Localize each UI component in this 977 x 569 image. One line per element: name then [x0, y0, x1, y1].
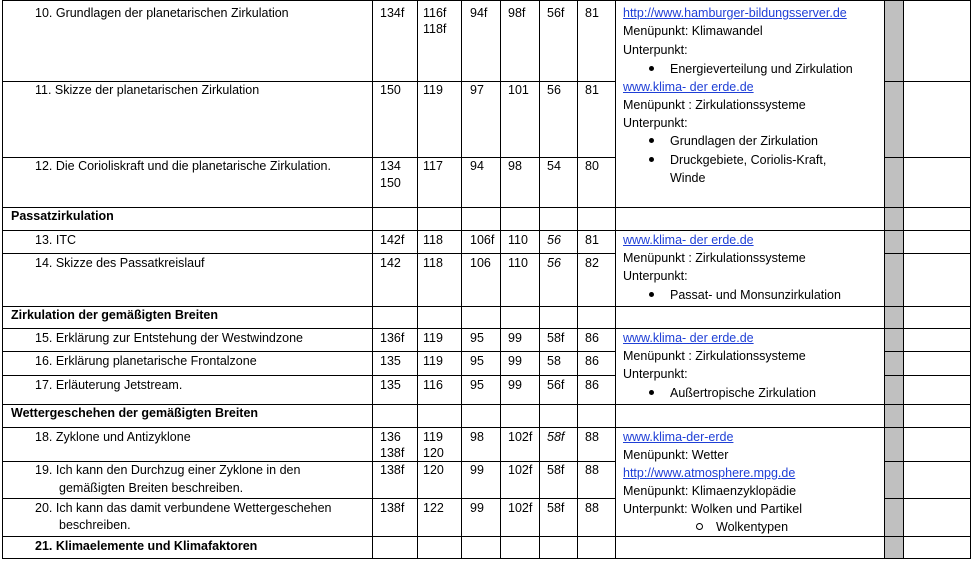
page-cell: 106f	[470, 233, 495, 247]
topic-cell-continued: gemäßigten Breiten beschreiben.	[59, 481, 244, 495]
topic-cell: 14. Skizze des Passatkreislauf	[35, 256, 205, 270]
page-cell: 86	[585, 354, 599, 368]
page-cell: 56f	[547, 378, 565, 392]
page-cell: 142f	[380, 233, 405, 247]
page-cell: 142	[380, 256, 401, 270]
page-cell: 116	[423, 378, 443, 392]
page-cell: 106	[470, 256, 491, 270]
page-cell: 99	[508, 331, 522, 345]
bullet-text: Außertropische Zirkulation	[670, 386, 816, 400]
page-cell: 102f	[508, 430, 533, 444]
page-cell: 102f	[508, 501, 533, 515]
page-cell: 119	[423, 331, 443, 345]
menu-label: Menüpunkt: Klimawandel	[623, 24, 763, 38]
topic-cell: 18. Zyklone und Antizyklone	[35, 430, 191, 444]
page-cell: 98f	[508, 6, 526, 20]
page-cell: 118f	[423, 22, 447, 36]
page-cell: 120	[423, 446, 444, 460]
bullet-text: Winde	[670, 171, 706, 185]
page-cell: 56	[547, 256, 561, 270]
klima-der-erde-link[interactable]: www.klima- der erde.de	[623, 233, 754, 247]
page-cell: 134	[380, 159, 401, 173]
page-cell: 94f	[470, 6, 488, 20]
klima-der-erde-link[interactable]: www.klima- der erde.de	[623, 80, 754, 94]
page-cell: 122	[423, 501, 444, 515]
page-cell: 97	[470, 83, 484, 97]
page-cell: 86	[585, 378, 599, 392]
topic-cell: 11. Skizze der planetarischen Zirkulation	[35, 83, 260, 97]
section-heading: 21. Klimaelemente und Klimafaktoren	[35, 539, 258, 553]
page-cell: 56	[547, 83, 561, 97]
page-cell: 110	[508, 233, 528, 247]
topic-cell: 13. ITC	[35, 233, 76, 247]
page-cell: 98	[508, 159, 522, 173]
page-cell: 81	[585, 83, 599, 97]
section-heading: Wettergeschehen der gemäßigten Breiten	[11, 406, 259, 420]
page-cell: 81	[585, 6, 599, 20]
section-heading: Zirkulation der gemäßigten Breiten	[11, 308, 218, 322]
page-cell: 81	[585, 233, 599, 247]
page-cell: 58f	[547, 501, 565, 515]
page-cell: 56	[547, 233, 561, 247]
section-heading: Passatzirkulation	[11, 209, 114, 223]
page-cell: 135	[380, 378, 401, 392]
bullet-text: Grundlagen der Zirkulation	[670, 134, 818, 148]
bullet-icon	[649, 292, 654, 297]
menu-label: Menüpunkt : Zirkulationssysteme	[623, 349, 806, 363]
topic-cell: 19. Ich kann den Durchzug einer Zyklone in den	[35, 463, 301, 477]
page-cell: 56f	[547, 6, 565, 20]
bullet-icon	[649, 390, 654, 395]
page-cell: 58f	[547, 463, 565, 477]
page-cell: 54	[547, 159, 561, 173]
page-cell: 94	[470, 159, 484, 173]
topic-cell: 10. Grundlagen der planetarischen Zirkulation	[35, 6, 289, 20]
page-cell: 86	[585, 331, 599, 345]
bullet-icon	[649, 66, 654, 71]
page-cell: 136	[380, 430, 401, 444]
topic-cell: 12. Die Corioliskraft und die planetarische Zirkulation.	[35, 159, 331, 173]
subitem-label: Unterpunkt:	[623, 116, 688, 130]
topic-cell: 17. Erläuterung Jetstream.	[35, 378, 183, 392]
page-cell: 120	[423, 463, 444, 477]
page-cell: 88	[585, 430, 599, 444]
page-cell: 82	[585, 256, 599, 270]
menu-label: Menüpunkt : Zirkulationssysteme	[623, 98, 806, 112]
page-cell: 138f	[380, 501, 405, 515]
topic-cell: 20. Ich kann das damit verbundene Wettergeschehen	[35, 501, 332, 515]
atmosphere-mpg-link[interactable]: http://www.atmosphere.mpg.de	[623, 466, 796, 480]
bullet-text: Wolkentypen	[716, 520, 789, 534]
page-cell: 118	[423, 233, 443, 247]
page-cell: 117	[423, 159, 443, 173]
page-cell: 99	[470, 501, 484, 515]
page-cell: 102f	[508, 463, 533, 477]
page-cell: 119	[423, 354, 443, 368]
subitem-label: Unterpunkt: Wolken und Partikel	[623, 502, 803, 516]
page-cell: 150	[380, 83, 401, 97]
page-cell: 150	[380, 176, 401, 190]
topic-cell-continued: beschreiben.	[59, 518, 131, 532]
bullet-icon	[649, 138, 654, 143]
hamburger-bildungsserver-link[interactable]: http://www.hamburger-bildungsserver.de	[623, 6, 847, 20]
page-cell: 136f	[380, 331, 405, 345]
page-cell: 88	[585, 463, 599, 477]
bullet-icon	[649, 157, 654, 162]
page-cell: 118	[423, 256, 443, 270]
page-cell: 99	[508, 354, 522, 368]
bullet-text: Druckgebiete, Coriolis-Kraft,	[670, 153, 827, 167]
page-cell: 99	[470, 463, 484, 477]
page-cell: 98	[470, 430, 484, 444]
page-cell: 99	[508, 378, 522, 392]
menu-label: Menüpunkt: Klimaenzyklopädie	[623, 484, 797, 498]
page-cell: 138f	[380, 463, 405, 477]
page-cell: 58f	[547, 430, 565, 444]
page-cell: 95	[470, 354, 484, 368]
circle-bullet-icon	[696, 523, 703, 530]
menu-label: Menüpunkt: Wetter	[623, 448, 729, 462]
page-cell: 58	[547, 354, 561, 368]
klima-der-erde-link[interactable]: www.klima- der erde.de	[623, 331, 754, 345]
topic-cell: 15. Erklärung zur Entstehung der Westwindzone	[35, 331, 303, 345]
page-cell: 88	[585, 501, 599, 515]
bullet-text: Energieverteilung und Zirkulation	[670, 62, 853, 76]
page-cell: 95	[470, 331, 484, 345]
page-cell: 119	[423, 83, 443, 97]
page-cell: 138f	[380, 446, 405, 460]
subitem-label: Unterpunkt:	[623, 43, 688, 57]
page-cell: 101	[508, 83, 529, 97]
page-cell: 80	[585, 159, 599, 173]
page-cell: 135	[380, 354, 401, 368]
subitem-label: Unterpunkt:	[623, 269, 688, 283]
page-cell: 110	[508, 256, 528, 270]
subitem-label: Unterpunkt:	[623, 367, 688, 381]
page-cell: 58f	[547, 331, 565, 345]
bullet-text: Passat- und Monsunzirkulation	[670, 288, 841, 302]
klima-der-erde-link[interactable]: www.klima-der-erde	[623, 430, 734, 444]
menu-label: Menüpunkt : Zirkulationssysteme	[623, 251, 806, 265]
page-cell: 134f	[380, 6, 405, 20]
page-cell: 116f	[423, 6, 447, 20]
page-cell: 95	[470, 378, 484, 392]
page-cell: 119	[423, 430, 443, 444]
topic-cell: 16. Erklärung planetarische Frontalzone	[35, 354, 257, 368]
